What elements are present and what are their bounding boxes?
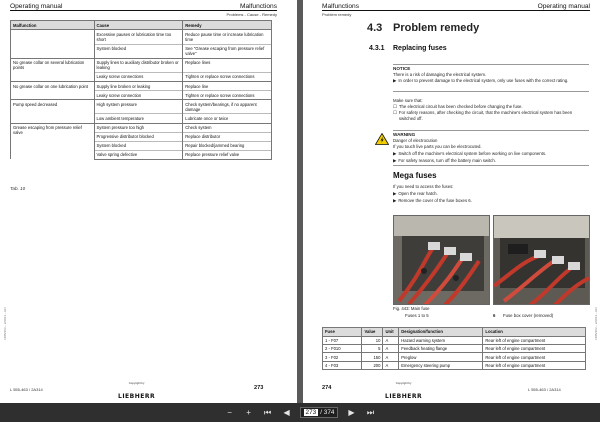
subsection-number: 4.3.1 xyxy=(369,45,385,52)
notice-text: There is a risk of damaging the electrical system. xyxy=(393,72,487,77)
cause-cell: Supply line broken or leaking xyxy=(94,82,183,91)
side-code: L585/463 – 2/2014 – EN xyxy=(3,307,7,340)
section-number: 4.3 xyxy=(367,22,383,34)
col-header-fuse: Fuse xyxy=(323,328,362,337)
liebherr-logo xyxy=(118,381,155,403)
warning-icon xyxy=(375,132,389,150)
fuse-cell: 3 - F02 xyxy=(323,353,362,361)
malfunction-cell: Pump speed decreased xyxy=(11,100,95,123)
designation-cell: Hazard warning system xyxy=(399,336,483,344)
table-row xyxy=(323,353,586,361)
table-caption: Tab. 10 xyxy=(10,186,26,191)
step-item xyxy=(393,191,438,197)
triangle-bullet-icon: ▶ xyxy=(393,198,397,203)
col-header-value: Value xyxy=(362,328,383,337)
malfunction-cell: No grease collar on one lubrication point xyxy=(11,82,95,100)
cause-cell: System blocked xyxy=(94,44,183,58)
remedy-cell: Replace pressure relief valve xyxy=(183,150,272,159)
mega-fuses-title: Mega fuses xyxy=(393,171,437,180)
col-header-malfunction: Malfunction xyxy=(11,21,95,30)
header-rule xyxy=(322,10,590,11)
col-header-cause: Cause xyxy=(94,21,183,30)
notice-bullet xyxy=(393,78,589,84)
value-cell: 10 xyxy=(362,336,383,344)
warning-box xyxy=(393,130,589,166)
designation-cell: Feedback heating flange xyxy=(399,344,483,352)
next-page-icon[interactable]: ▶ xyxy=(348,408,355,417)
footer-code: L 555-463 / 2A314 xyxy=(10,387,43,392)
designation-cell: Emergency steering pump xyxy=(399,361,483,369)
remedy-cell: Tighten or replace screw connections xyxy=(183,91,272,100)
liebherr-logo xyxy=(385,381,422,403)
step-item xyxy=(393,198,472,204)
checklist-text: The electrical circuit has been checked before changing the fuse. xyxy=(398,104,523,109)
figure-callout-number: 6 xyxy=(493,313,496,318)
checklist-text: For safety reasons, after checking the circuit, that the machine's electrical system has been switched off. xyxy=(398,110,573,121)
right-page xyxy=(303,0,600,403)
unit-cell: A xyxy=(383,336,399,344)
footer-code: L 555-463 / 2A314 xyxy=(528,387,561,392)
fuse-table xyxy=(322,327,586,370)
cause-cell: System pressure too high xyxy=(94,123,183,132)
location-cell: Rear left of engine compartment xyxy=(483,361,586,369)
logo-copyright: Copyright by xyxy=(395,381,412,385)
designation-cell: Preglow xyxy=(399,353,483,361)
table-row xyxy=(11,30,272,44)
table-row xyxy=(11,82,272,91)
logo-name: LIEBHERR xyxy=(118,393,156,400)
triangle-bullet-icon: ▶ xyxy=(393,191,397,196)
warning-bullet-text: For safety reasons, turn off the battery main switch. xyxy=(398,158,496,163)
warning-label: WARNING xyxy=(393,132,416,137)
fuse-cell: 4 - F03 xyxy=(323,361,362,369)
left-page xyxy=(0,0,297,403)
warning-bullet xyxy=(393,151,589,157)
fuse-photo-right xyxy=(493,215,590,305)
current-page[interactable]: 273 xyxy=(305,409,317,416)
header-rule xyxy=(10,10,277,11)
table-row xyxy=(11,123,272,132)
header-subtitle: Problems - Cause - Remedy xyxy=(226,12,277,17)
remedy-cell: Lubricate once or twice xyxy=(183,114,272,123)
header-subtitle: Problem remedy xyxy=(322,12,352,17)
header-right: Operating manual xyxy=(537,3,590,10)
fuse-photo-left xyxy=(393,215,490,305)
logo-name: LIEBHERR xyxy=(385,393,423,400)
warning-bullet xyxy=(393,158,589,164)
location-cell: Rear left of engine compartment xyxy=(483,353,586,361)
step-text: Remove the cover of the fuse boxes 6. xyxy=(398,198,472,203)
viewer-toolbar xyxy=(0,403,600,422)
malfunction-cell: No grease collar on several lubrication points xyxy=(11,58,95,81)
notice-bullet-text: In order to prevent damage to the electrical system, only use fuses with the correct rating. xyxy=(398,78,569,83)
fuse-cell: 1 - F07 xyxy=(323,336,362,344)
remedy-cell: Tighten or replace screw connections xyxy=(183,73,272,82)
page-number: 274 xyxy=(322,385,332,391)
subsection-title: Replacing fuses xyxy=(393,45,447,52)
make-sure-intro: Make sure that: xyxy=(393,98,423,103)
warning-text: If you touch live parts you can be electrocuted. xyxy=(393,144,482,149)
checkbox-icon: ☐ xyxy=(393,110,397,115)
unit-cell: A xyxy=(383,344,399,352)
table-row xyxy=(323,361,586,369)
remedy-cell: Replace lines xyxy=(183,58,272,72)
section-title: Problem remedy xyxy=(393,22,480,34)
fuse-cell: 2 - F010 xyxy=(323,344,362,352)
table-row xyxy=(323,336,586,344)
table-row xyxy=(11,100,272,114)
last-page-icon[interactable]: ⏭ xyxy=(366,407,375,417)
cause-cell: Leaky screw connection xyxy=(94,91,183,100)
side-code: L585/463 – 2/2014 – EN xyxy=(594,307,598,340)
value-cell: 150 xyxy=(362,353,383,361)
table-row xyxy=(323,344,586,352)
col-header-location: Location xyxy=(483,328,586,337)
first-page-icon[interactable]: ⏮ xyxy=(263,407,272,417)
remedy-cell: Check system/bearings, if no apparent damage xyxy=(183,100,272,114)
cause-cell: Leaky screw connections xyxy=(94,73,183,82)
notice-label: NOTICE xyxy=(393,66,411,71)
remedy-cell: Repair blocked/jammed bearing xyxy=(183,141,272,150)
zoom-in-icon[interactable]: + xyxy=(246,408,251,417)
remedy-cell: See "Grease escaping from pressure relief valve" xyxy=(183,44,272,58)
page-number-input[interactable] xyxy=(300,407,339,418)
figure-label-right: Fuse box cover (removed) xyxy=(503,313,554,318)
triangle-bullet-icon: ▶ xyxy=(393,158,397,163)
unit-cell: A xyxy=(383,353,399,361)
checkbox-icon: ☐ xyxy=(393,104,397,109)
unit-cell: A xyxy=(383,361,399,369)
prev-page-icon[interactable]: ◀ xyxy=(283,408,290,417)
remedy-cell: Reduce pause time or increase lubrication time xyxy=(183,30,272,44)
header-right: Malfunctions xyxy=(239,3,277,10)
step-text: Open the rear hatch. xyxy=(398,191,438,196)
malfunction-table xyxy=(10,20,272,160)
header-left: Operating manual xyxy=(10,3,63,10)
header-left: Malfunctions xyxy=(322,3,360,10)
figure-label-left: Fuses 1 to 5 xyxy=(405,313,429,318)
triangle-bullet-icon: ▶ xyxy=(393,151,397,156)
page-number: 273 xyxy=(254,385,264,391)
cause-cell: Supply lines to auxiliary distributor broken or leaking xyxy=(94,58,183,72)
notice-box xyxy=(393,64,589,92)
col-header-designation: Designation/function xyxy=(399,328,483,337)
value-cell: 5 xyxy=(362,344,383,352)
cause-cell: High system pressure xyxy=(94,100,183,114)
cause-cell: System blocked xyxy=(94,141,183,150)
warning-bullet-text: Switch off the machine's electrical system before working on live components. xyxy=(398,151,547,156)
remedy-cell: Replace line xyxy=(183,82,272,91)
remedy-cell: Replace distributor xyxy=(183,132,272,141)
cause-cell: Low ambient temperature xyxy=(94,114,183,123)
warning-subtitle: Danger of electrocution xyxy=(393,138,438,143)
malfunction-cell: Grease escaping from pressure relief valve xyxy=(11,123,95,159)
location-cell: Rear left of engine compartment xyxy=(483,344,586,352)
table-row xyxy=(11,58,272,72)
total-pages: / 374 xyxy=(320,409,335,416)
value-cell: 200 xyxy=(362,361,383,369)
malfunction-cell xyxy=(11,30,95,59)
zoom-out-icon[interactable]: − xyxy=(227,408,232,417)
figure-caption: Fig. 443: Main fuse xyxy=(393,306,430,311)
col-header-unit: Unit xyxy=(383,328,399,337)
cause-cell: Progressive distributor blocked xyxy=(94,132,183,141)
triangle-bullet-icon: ▶ xyxy=(393,78,397,83)
col-header-remedy: Remedy xyxy=(183,21,272,30)
location-cell: Rear left of engine compartment xyxy=(483,336,586,344)
checklist-item xyxy=(393,110,589,121)
logo-copyright: Copyright by xyxy=(128,381,145,385)
cause-cell: Valve spring defective xyxy=(94,150,183,159)
remedy-cell: Check system xyxy=(183,123,272,132)
mega-fuses-intro: If you need to access the fuses: xyxy=(393,184,454,189)
cause-cell: Excessive pauses or lubrication time too short xyxy=(94,30,183,44)
